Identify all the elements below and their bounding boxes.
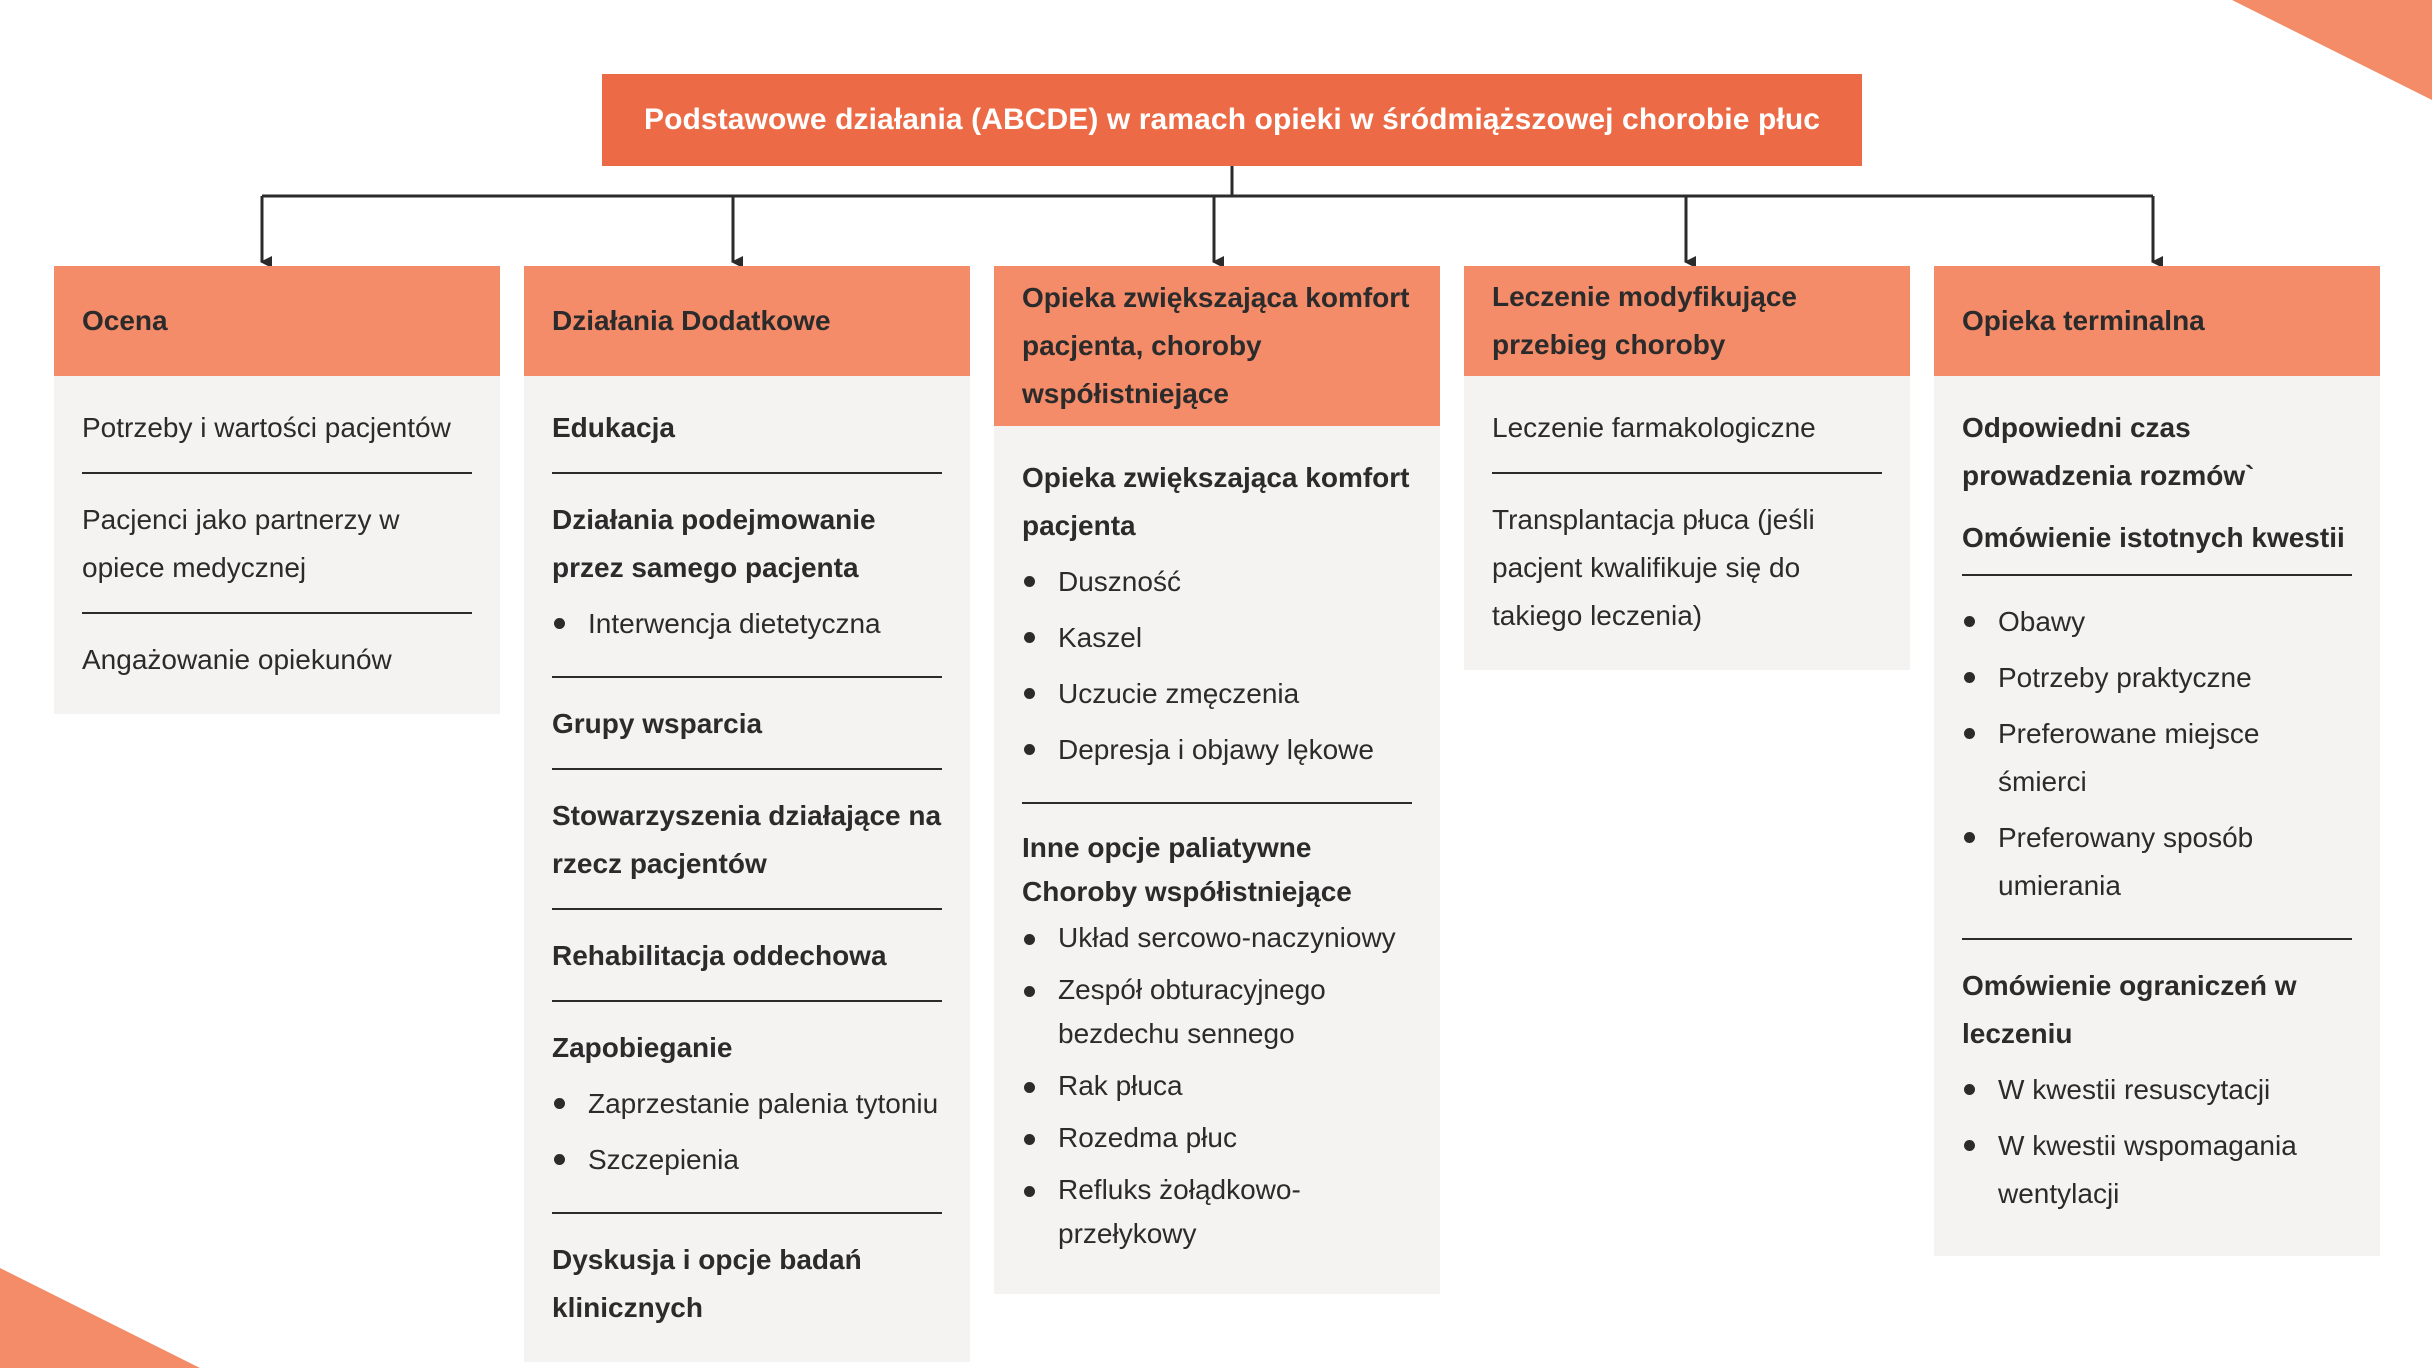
item-heading: Dyskusja i opcje badań klinicznych bbox=[552, 1244, 862, 1323]
item-text: Pacjenci jako partnerzy w opiece medycznej bbox=[82, 504, 400, 583]
list-item bbox=[1962, 710, 2352, 806]
bullet-icon bbox=[1024, 934, 1035, 945]
list-item bbox=[1962, 654, 2352, 702]
bullet-icon bbox=[1024, 632, 1035, 643]
column-header: Ocena bbox=[54, 266, 500, 376]
bullet-icon bbox=[554, 618, 565, 629]
item-heading: Stowarzyszenia działające na rzecz pacjentów bbox=[552, 800, 942, 879]
list-item bbox=[1962, 1066, 2352, 1114]
list-item bbox=[1022, 916, 1412, 960]
bullet-text: Obawy bbox=[1998, 606, 2086, 637]
item-heading-secondary: Choroby współistniejące bbox=[1022, 876, 1352, 907]
bullet-text: W kwestii resuscytacji bbox=[1998, 1074, 2271, 1105]
bullet-icon bbox=[1024, 1134, 1035, 1145]
bullet-icon bbox=[1024, 986, 1035, 997]
item-text: Angażowanie opiekunów bbox=[82, 644, 392, 675]
list-item bbox=[552, 1080, 942, 1128]
bullet-icon bbox=[554, 1098, 565, 1109]
column-header: Opieka zwiększająca komfort pacjenta, choroby współistniejące bbox=[994, 266, 1440, 426]
item-text: Transplantacja płuca (jeśli pacjent kwalifikuje się do takiego leczenia) bbox=[1492, 504, 1815, 631]
list-item bbox=[1022, 968, 1412, 1056]
bullet-text: Interwencja dietetyczna bbox=[588, 608, 881, 639]
column-leczenie-modyfikujace bbox=[1464, 266, 1910, 670]
item-heading-secondary: Omówienie istotnych kwestii bbox=[1962, 522, 2345, 553]
bullet-text: Rak płuca bbox=[1058, 1070, 1183, 1101]
column-ocena bbox=[54, 266, 500, 714]
bullet-icon bbox=[1964, 1084, 1975, 1095]
item-text: Potrzeby i wartości pacjentów bbox=[82, 412, 451, 443]
column-header: Opieka terminalna bbox=[1934, 266, 2380, 376]
column-header: Działania Dodatkowe bbox=[524, 266, 970, 376]
item-text: Leczenie farmakologiczne bbox=[1492, 412, 1816, 443]
item-heading: Zapobieganie bbox=[552, 1032, 733, 1063]
bullet-icon bbox=[1964, 672, 1975, 683]
bullet-text: Zespół obturacyjnego bezdechu sennego bbox=[1058, 974, 1326, 1049]
item-heading: Odpowiedni czas prowadzenia rozmów` bbox=[1962, 412, 2255, 491]
bullet-text: Uczucie zmęczenia bbox=[1058, 678, 1300, 709]
bullet-icon bbox=[1964, 1140, 1975, 1151]
column-opieka-komfort bbox=[994, 266, 1440, 1294]
bullet-text: W kwestii wspomagania wentylacji bbox=[1998, 1130, 2297, 1209]
item-heading: Omówienie ograniczeń w leczeniu bbox=[1962, 970, 2297, 1049]
list-item bbox=[1962, 598, 2352, 646]
diagram-title: Podstawowe działania (ABCDE) w ramach opieki w śródmiąższowej chorobie płuc bbox=[602, 74, 1862, 166]
list-item bbox=[1022, 614, 1412, 662]
list-item bbox=[1962, 1122, 2352, 1218]
list-item bbox=[552, 1136, 942, 1184]
column-header: Leczenie modyfikujące przebieg choroby bbox=[1464, 266, 1910, 376]
item-heading: Edukacja bbox=[552, 412, 675, 443]
item-heading: Działania podejmowanie przez samego pacjenta bbox=[552, 504, 876, 583]
bullet-icon bbox=[1024, 1186, 1035, 1197]
bullet-icon bbox=[1024, 1082, 1035, 1093]
item-heading: Grupy wsparcia bbox=[552, 708, 763, 739]
item-heading: Inne opcje paliatywne bbox=[1022, 832, 1312, 863]
list-item bbox=[1022, 1116, 1412, 1160]
item-heading: Opieka zwiększająca komfort pacjenta bbox=[1022, 462, 1410, 541]
bullet-text: Zaprzestanie palenia tytoniu bbox=[588, 1088, 939, 1119]
bullet-icon bbox=[1024, 744, 1035, 755]
bullet-text: Preferowane miejsce śmierci bbox=[1998, 718, 2260, 797]
bullet-text: Refluks żołądkowo-przełykowy bbox=[1058, 1174, 1301, 1249]
connector-lines bbox=[0, 0, 2432, 270]
list-item bbox=[1022, 1064, 1412, 1108]
list-item bbox=[1022, 726, 1412, 774]
corner-decoration-bottom-left bbox=[0, 1268, 200, 1368]
bullet-icon bbox=[554, 1154, 565, 1165]
list-item bbox=[1022, 670, 1412, 718]
column-opieka-terminalna bbox=[1934, 266, 2380, 1256]
bullet-icon bbox=[1964, 616, 1975, 627]
bullet-icon bbox=[1024, 688, 1035, 699]
list-item bbox=[1022, 1168, 1412, 1256]
column-dzialania-dodatkowe bbox=[524, 266, 970, 1362]
bullet-text: Kaszel bbox=[1058, 622, 1143, 653]
list-item bbox=[1962, 814, 2352, 910]
bullet-text: Układ sercowo-naczyniowy bbox=[1058, 922, 1396, 953]
bullet-text: Rozedma płuc bbox=[1058, 1122, 1237, 1153]
bullet-icon bbox=[1964, 728, 1975, 739]
bullet-text: Szczepienia bbox=[588, 1144, 739, 1175]
item-heading: Rehabilitacja oddechowa bbox=[552, 940, 887, 971]
list-item bbox=[1022, 558, 1412, 606]
bullet-icon bbox=[1964, 832, 1975, 843]
bullet-text: Potrzeby praktyczne bbox=[1998, 662, 2252, 693]
list-item bbox=[552, 600, 942, 648]
bullet-icon bbox=[1024, 576, 1035, 587]
bullet-text: Duszność bbox=[1058, 566, 1181, 597]
bullet-text: Depresja i objawy lękowe bbox=[1058, 734, 1374, 765]
bullet-text: Preferowany sposób umierania bbox=[1998, 822, 2254, 901]
